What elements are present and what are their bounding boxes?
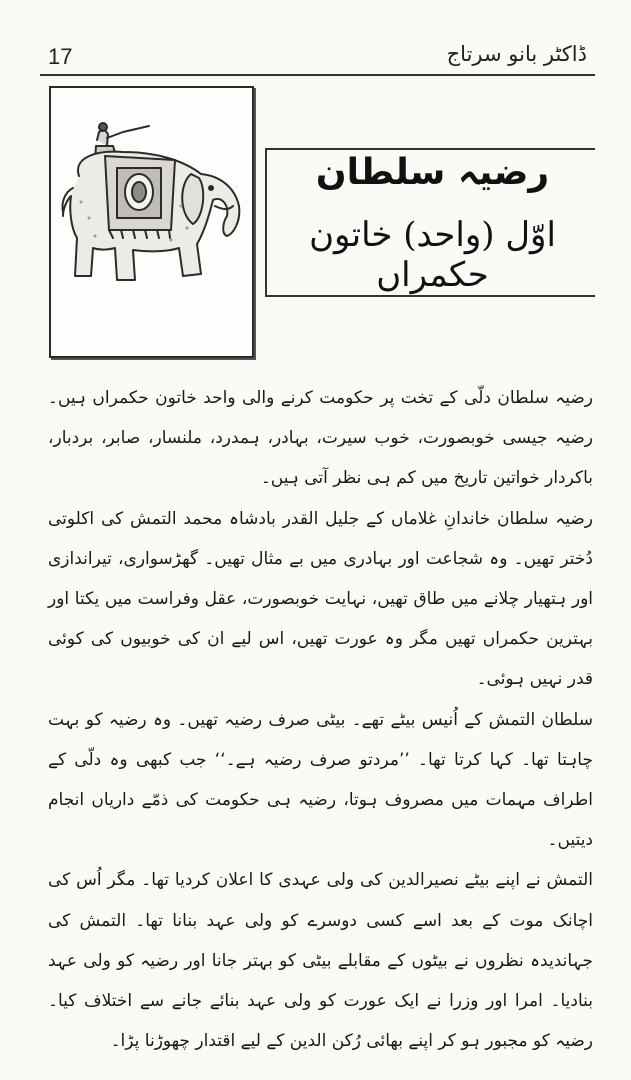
elephant-with-rider-icon <box>51 88 252 356</box>
title-rule-top <box>265 148 595 150</box>
paragraph-4: التمش نے اپنے بیٹے نصیرالدین کی ولی عہدی کا اعلان کردیا تھا۔ مگر اُس کی اچانک موت کے بعد اسے کسی دوسرے کو ولی عہد بنانا تھا۔ التمش کی جہاندیدہ نظروں نے بیٹوں کے مقابلے بیٹی کو بہتر جانا اور رضیہ کو ولی عہد بنادیا۔ امرا اور وزرا نے ایک عورت کو ولی عہد بنائے جانے سے اختلاف کیا۔ رضیہ کو مجبور ہو کر اپنے بھائی رُکن الدین کے لیے اقتدار چھوڑنا پڑا۔ <box>48 870 593 1052</box>
body-text <box>48 378 593 1061</box>
running-header-title: ڈاکٹر بانو سرتاج <box>446 42 587 66</box>
title-rule-bottom <box>265 295 595 297</box>
paragraph-1: رضیہ سلطان دلّی کے تخت پر حکومت کرنے والی واحد خاتون حکمراں ہیں۔ رضیہ جیسی خوبصورت، خوب سیرت، بہادر، ہمدرد، ملنسار، صابر، بردبار، باکردار خواتین تاریخ میں کم ہی نظر آتی ہیں۔ <box>48 388 593 489</box>
paragraph-2: رضیہ سلطان خاندانِ غلاماں کے جلیل القدر بادشاہ محمد التمش کی اکلوتی دُختر تھیں۔ وہ شجاعت اور بہادری میں بے مثال تھیں۔ گھڑسواری، تیراندازی اور ہتھیار چلانے میں طاق تھیں، نہایت خوبصورت، عقل وفراست میں یکتا اور بہترین حکمراں تھیں مگر وہ عورت تھیں، اس لیے ان کی خوبیوں کی کوئی قدر نہیں ہوئی۔ <box>48 508 593 690</box>
title-rule-left <box>265 148 267 296</box>
chapter-subtitle: اوّل (واحد) خاتون حکمراں <box>309 215 556 295</box>
page-number: 17 <box>48 44 73 69</box>
paragraph-3: سلطان التمش کے اُنیس بیٹے تھے۔ بیٹی صرف رضیہ تھیں۔ وہ رضیہ کو بہت چاہتا تھا۔ کہا کرتا تھا۔ ’’مردتو صرف رضیہ ہے۔‘‘ جب کبھی وہ دلّی کے اطراف مہمات میں مصروف ہوتا، رضیہ ہی حکومت کی ذمّے داریاں انجام دیتیں۔ <box>48 709 593 851</box>
illustration-box <box>49 86 254 358</box>
chapter-title: رضیہ سلطان <box>315 152 550 193</box>
header-rule <box>40 74 595 76</box>
